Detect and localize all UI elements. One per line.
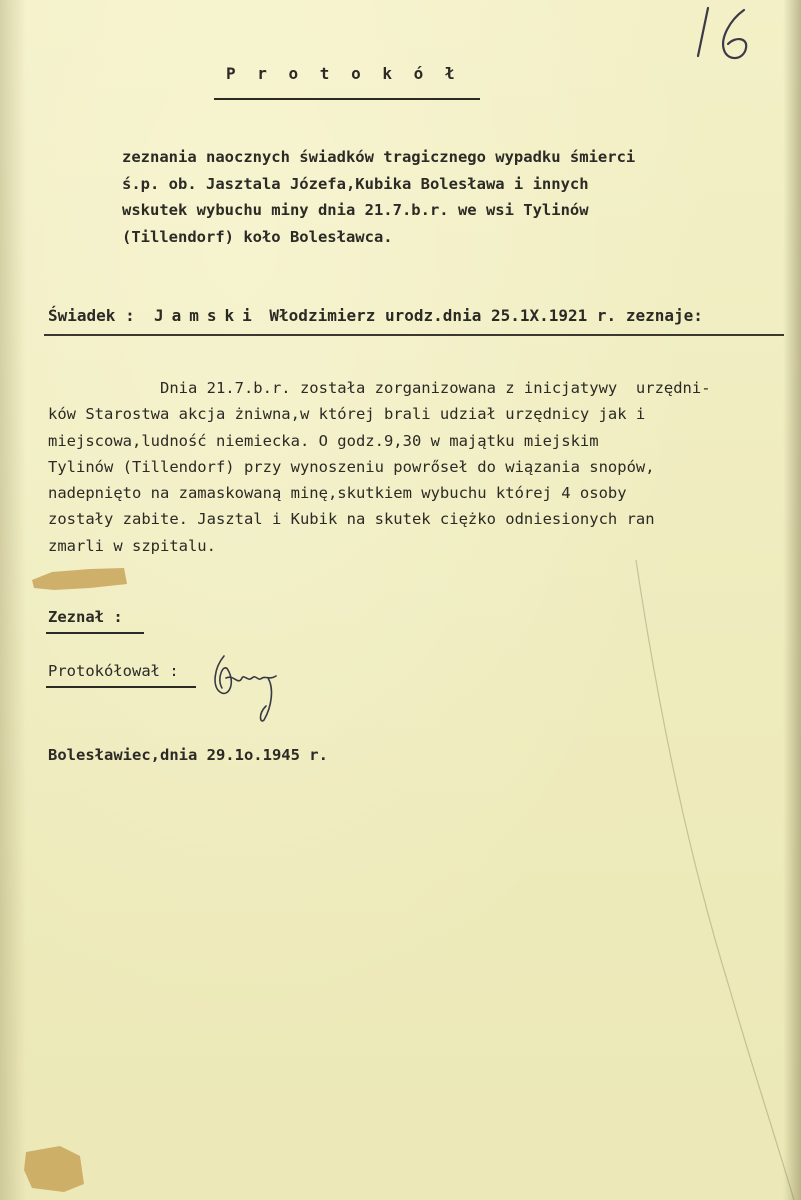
intro-line: (Tillendorf) koło Bolesławca. [122,227,393,246]
witness-label: Świadek : [48,306,135,325]
title-underline [214,98,480,100]
testified-label: Zeznał : [48,608,123,626]
intro-paragraph [122,144,635,250]
intro-line: ś.p. ob. Jasztala Józefa,Kubika Bolesława i innych [122,174,589,193]
svg-text:16: 16 [686,2,688,3]
tape-remnant-bottom [20,1144,90,1194]
place-and-date: Bolesławiec,dnia 29.1o.1945 r. [48,746,328,764]
section-rule [44,334,784,336]
witness-line [48,306,703,325]
testified-underline [46,632,144,634]
intro-line: zeznania naocznych świadków tragicznego wypadku śmierci [122,148,636,166]
testimony-line: zostały zabite. Jasztal i Kubik na skutek ciężko odniesionych ran [48,510,655,529]
testimony-line: miejscowa,ludność niemiecka. O godz.9,30 w majątku miejskim [48,431,599,450]
handwritten-signature [206,648,296,728]
recorded-by-label: Protokółował : [48,662,179,680]
testimony-line: nadepnięto na zamaskowaną minę,skutkiem wybuchu której 4 osoby [48,484,627,503]
testimony-line: Dnia 21.7.b.r. została zorganizowana z inicjatywy urzędni- [48,379,711,397]
testimony-paragraph [48,375,711,559]
intro-line: wskutek wybuchu miny dnia 21.7.b.r. we wsi Tylinów [122,201,589,219]
testimony-line: Tylinów (Tillendorf) przy wynoszeniu powrőseł do wiązania snopów, [48,457,655,476]
witness-surname: Jamski [153,306,260,325]
witness-details: Włodzimierz urodz.dnia 25.1X.1921 r. zeznaje: [269,306,703,325]
paper-crease [630,560,800,1200]
tape-remnant [30,566,130,592]
testimony-line: ków Starostwa akcja żniwna,w której brali udział urzędnicy jak i [48,405,646,424]
recorded-by-underline [46,686,196,688]
document-title: P r o t o k ó ł [226,64,461,83]
testimony-line: zmarli w szpitalu. [48,536,216,555]
handwritten-page-number [686,2,776,68]
